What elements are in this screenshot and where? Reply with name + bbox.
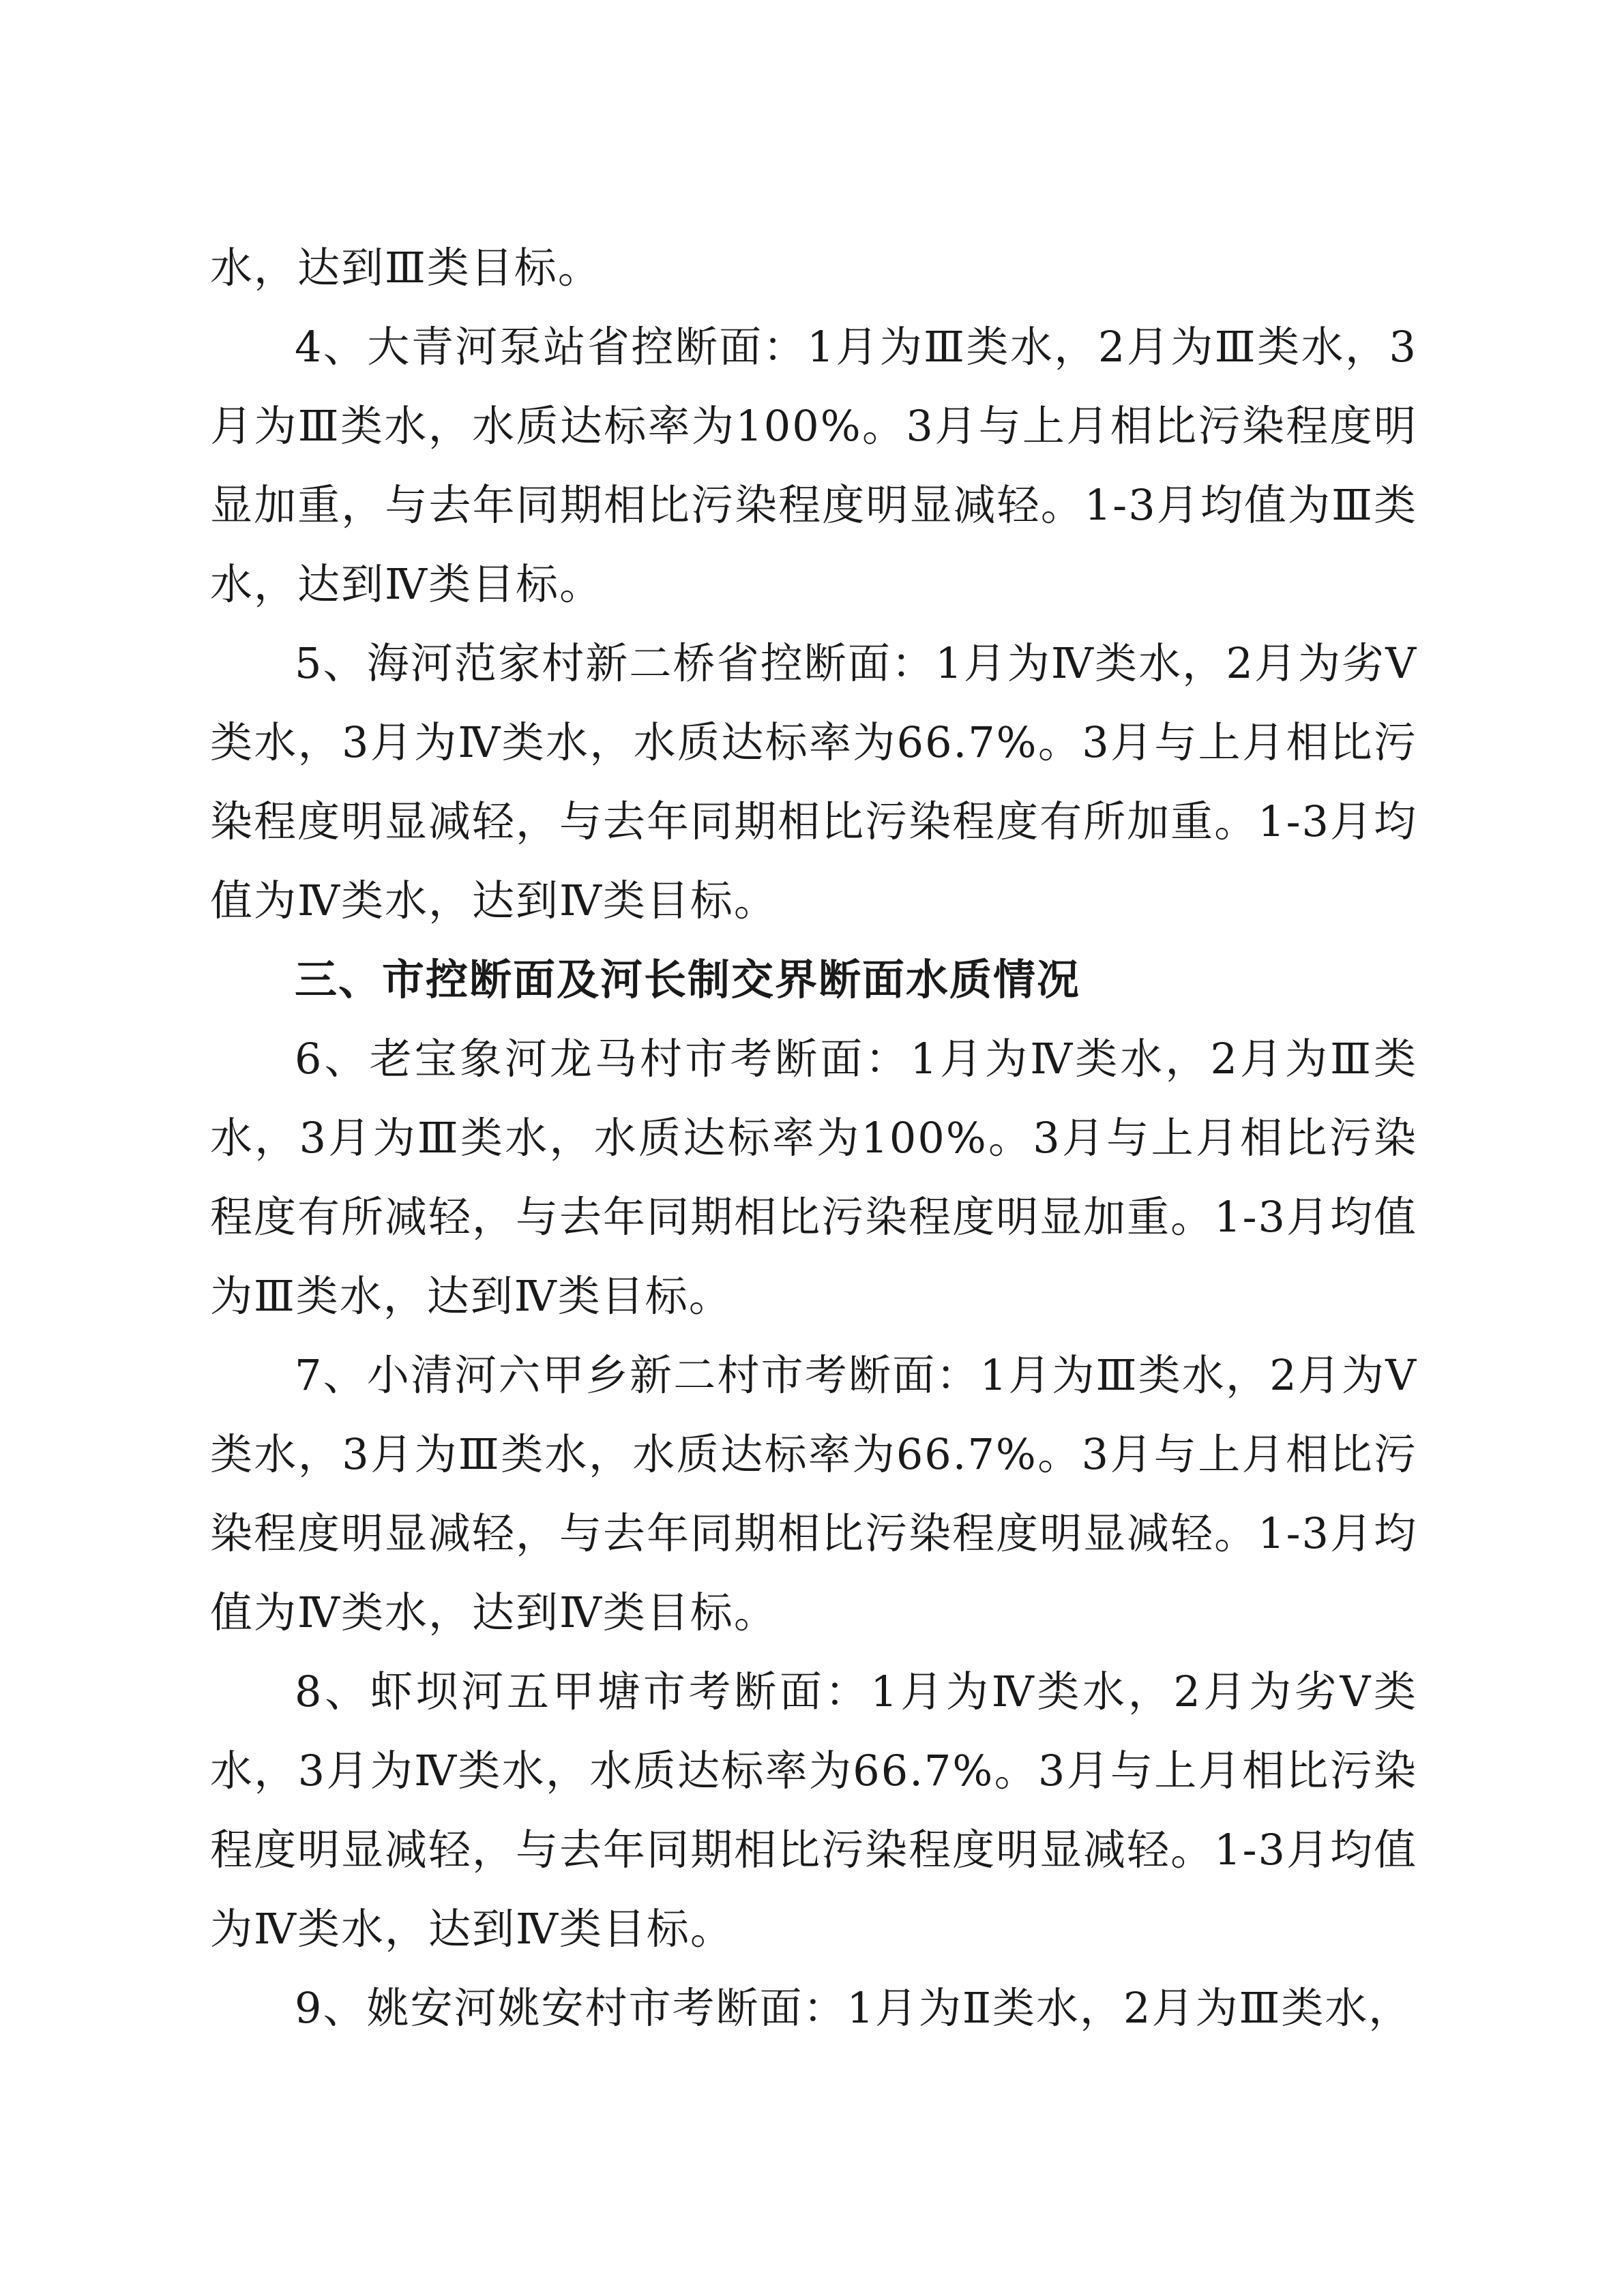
paragraph-item-7: 7、小清河六甲乡新二村市考断面：1月为Ⅲ类水，2月为Ⅴ类水，3月为Ⅲ类水，水质达标率为66.7%。3月与上月相比污染程度明显减轻，与去年同期相比污染程度明显减轻。1-3月均值为Ⅳ类水，达到Ⅳ类目标。 [210,1350,1417,1637]
paragraph-item-6: 6、老宝象河龙马村市考断面：1月为Ⅳ类水，2月为Ⅲ类水，3月为Ⅲ类水，水质达标率为100%。3月与上月相比污染程度有所减轻，与去年同期相比污染程度明显加重。1-3月均值为Ⅲ类水，达到Ⅳ类目标。 [210,1034,1417,1321]
paragraph-item-8: 8、虾坝河五甲塘市考断面：1月为Ⅳ类水，2月为劣Ⅴ类水，3月为Ⅳ类水，水质达标率为66.7%。3月与上月相比污染程度明显减轻，与去年同期相比污染程度明显减轻。1-3月均值为Ⅳ类水，达到Ⅳ类目标。 [210,1667,1417,1954]
paragraph-item-4: 4、大青河泵站省控断面：1月为Ⅲ类水，2月为Ⅲ类水，3月为Ⅲ类水，水质达标率为100%。3月与上月相比污染程度明显加重，与去年同期相比污染程度明显减轻。1-3月均值为Ⅲ类水，达到Ⅳ类目标。 [210,322,1417,609]
section-heading: 三、市控断面及河长制交界断面水质情况 [295,955,1081,1004]
document-body [210,228,1417,2048]
paragraph-continuation: 水，达到Ⅲ类目标。 [210,243,602,293]
paragraph-item-9: 9、姚安河姚安村市考断面：1月为Ⅱ类水，2月为Ⅲ类水， [295,1983,1413,2033]
paragraph-item-5: 5、海河范家村新二桥省控断面：1月为Ⅳ类水，2月为劣Ⅴ类水，3月为Ⅳ类水，水质达标率为66.7%。3月与上月相比污染程度明显减轻，与去年同期相比污染程度有所加重。1-3月均值为Ⅳ类水，达到Ⅳ类目标。 [210,638,1417,925]
